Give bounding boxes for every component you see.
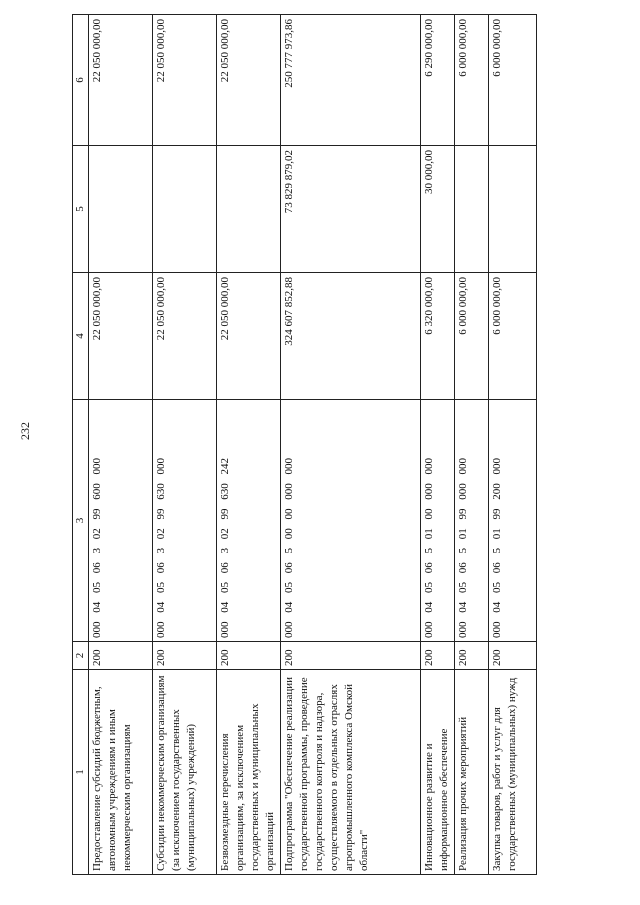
row-budget-code: 000 04 05 06 3 02 99 630 000 xyxy=(153,400,217,642)
row-plan-amount: 6 000 000,00 xyxy=(455,273,489,400)
row-name: Подпрограмма "Обеспечение реализации государственной программы, проведение государственного контроля и надзора, осуществляемого в отдельных отраслях агропромышленного комплекса Омской области" xyxy=(281,670,421,875)
table-row xyxy=(281,15,421,875)
column-header-1: 1 xyxy=(73,670,89,875)
row-executed-amount xyxy=(89,146,153,273)
rotated-table-container xyxy=(72,15,532,875)
row-remaining-amount: 6 290 000,00 xyxy=(421,15,455,146)
table-row xyxy=(455,15,489,875)
row-budget-code: 000 04 05 06 5 01 00 000 000 xyxy=(421,400,455,642)
row-executed-amount: 30 000,00 xyxy=(421,146,455,273)
row-remaining-amount: 250 777 973,86 xyxy=(281,15,421,146)
row-plan-amount: 6 320 000,00 xyxy=(421,273,455,400)
row-remaining-amount: 22 050 000,00 xyxy=(89,15,153,146)
row-budget-code: 000 04 05 06 5 00 00 000 000 xyxy=(281,400,421,642)
row-remaining-amount: 6 000 000,00 xyxy=(489,15,537,146)
table-row xyxy=(89,15,153,875)
row-name: Субсидии некоммерческим организациям (за исключением государственных (муниципальных) учреждений) xyxy=(153,670,217,875)
budget-table xyxy=(72,14,537,875)
row-executed-amount xyxy=(455,146,489,273)
row-remaining-amount: 22 050 000,00 xyxy=(217,15,281,146)
row-name: Безвозмездные перечисления организациям, за исключением государственных и муниципальных организаций xyxy=(217,670,281,875)
row-executed-amount: 73 829 879,02 xyxy=(281,146,421,273)
row-plan-amount: 22 050 000,00 xyxy=(89,273,153,400)
row-admin-code: 200 xyxy=(455,642,489,670)
row-admin-code: 200 xyxy=(89,642,153,670)
row-budget-code: 000 04 05 06 5 01 99 000 000 xyxy=(455,400,489,642)
row-remaining-amount: 22 050 000,00 xyxy=(153,15,217,146)
row-plan-amount: 6 000 000,00 xyxy=(489,273,537,400)
column-header-3: 3 xyxy=(73,400,89,642)
row-name: Предоставление субсидий бюджетным, автономным учреждениям и иным некоммерческим организациям xyxy=(89,670,153,875)
table-row xyxy=(421,15,455,875)
row-name: Реализация прочих мероприятий xyxy=(455,670,489,875)
row-budget-code: 000 04 05 06 3 02 99 630 242 xyxy=(217,400,281,642)
row-executed-amount xyxy=(153,146,217,273)
row-executed-amount xyxy=(489,146,537,273)
column-header-6: 6 xyxy=(73,15,89,146)
row-budget-code: 000 04 05 06 5 01 99 200 000 xyxy=(489,400,537,642)
row-plan-amount: 22 050 000,00 xyxy=(217,273,281,400)
row-admin-code: 200 xyxy=(489,642,537,670)
table-row xyxy=(153,15,217,875)
row-plan-amount: 324 607 852,88 xyxy=(281,273,421,400)
row-admin-code: 200 xyxy=(217,642,281,670)
table-row xyxy=(217,15,281,875)
header-row xyxy=(73,15,89,875)
row-name: Инновационное развитие и информационное обеспечение xyxy=(421,670,455,875)
column-header-5: 5 xyxy=(73,146,89,273)
column-header-2: 2 xyxy=(73,642,89,670)
row-remaining-amount: 6 000 000,00 xyxy=(455,15,489,146)
page-number: 232 xyxy=(18,422,32,440)
row-admin-code: 200 xyxy=(421,642,455,670)
column-header-4: 4 xyxy=(73,273,89,400)
row-name: Закупка товаров, работ и услуг для государственных (муниципальных) нужд xyxy=(489,670,537,875)
row-executed-amount xyxy=(217,146,281,273)
row-budget-code: 000 04 05 06 3 02 99 600 000 xyxy=(89,400,153,642)
table-row xyxy=(489,15,537,875)
row-admin-code: 200 xyxy=(153,642,217,670)
row-plan-amount: 22 050 000,00 xyxy=(153,273,217,400)
row-admin-code: 200 xyxy=(281,642,421,670)
